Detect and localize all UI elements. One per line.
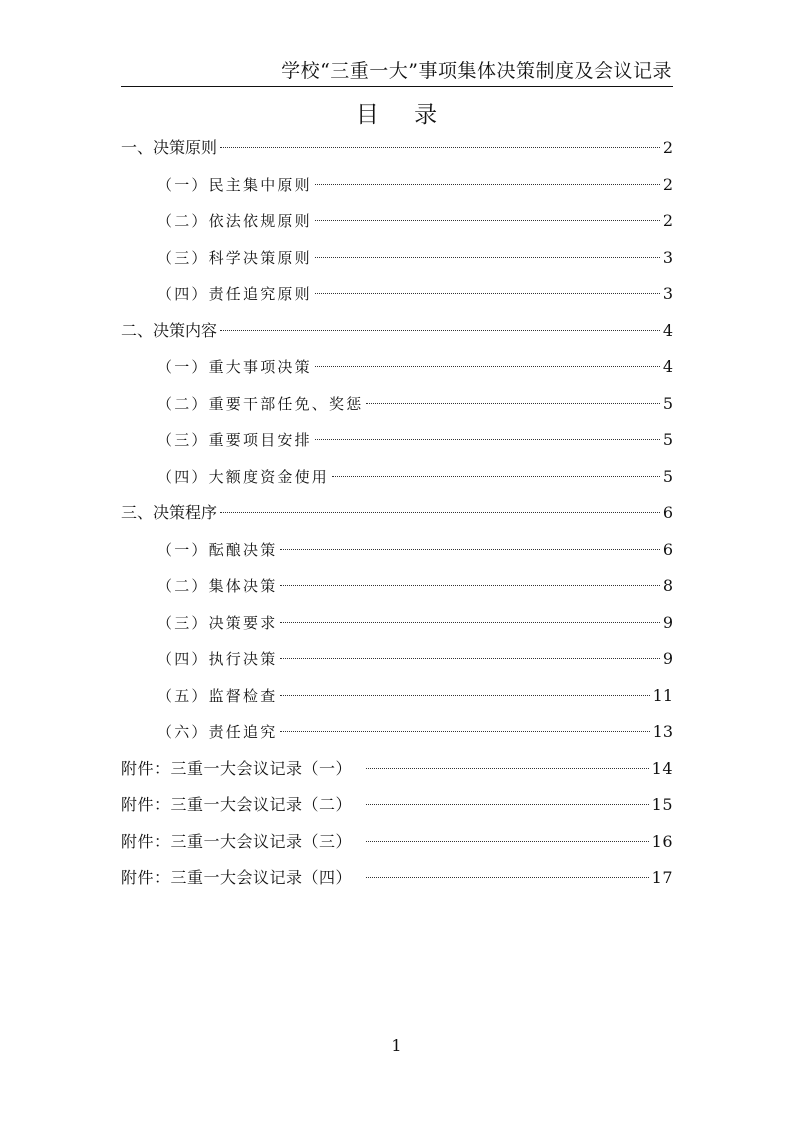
- toc-entry-page: 8: [662, 576, 673, 595]
- dot-leader: [366, 804, 649, 805]
- toc-entry-label: （一）重大事项决策: [157, 358, 312, 376]
- document-header-title: 学校“三重一大”事项集体决策制度及会议记录: [281, 60, 672, 82]
- toc-entry[interactable]: [121, 130, 673, 167]
- dot-leader: [366, 403, 659, 404]
- toc-entry-page: 4: [662, 320, 673, 340]
- toc-entry[interactable]: [121, 495, 673, 532]
- toc-entry[interactable]: [121, 276, 673, 313]
- toc-entry-label: （三）重要项目安排: [157, 431, 312, 449]
- dot-leader: [220, 512, 660, 513]
- toc-entry-label: （三）决策要求: [157, 613, 278, 632]
- dot-leader: [366, 841, 649, 842]
- dot-leader: [315, 293, 660, 294]
- dot-leader: [315, 220, 660, 221]
- toc-entry[interactable]: [121, 860, 673, 897]
- toc-entry[interactable]: [121, 422, 673, 459]
- toc-entry-page: 3: [662, 247, 673, 267]
- toc-entry-label: 二、决策内容: [121, 320, 218, 340]
- dot-leader: [280, 585, 659, 586]
- toc-entry-page: 3: [662, 284, 673, 303]
- toc-entry[interactable]: [121, 349, 673, 386]
- toc-entry-page: 15: [651, 795, 673, 814]
- toc-entry[interactable]: [121, 313, 673, 350]
- dot-leader: [280, 658, 659, 659]
- toc-entry[interactable]: [121, 203, 673, 240]
- toc-entry[interactable]: [121, 532, 673, 569]
- dot-leader: [315, 439, 660, 440]
- toc-entry-page: 17: [651, 868, 673, 887]
- toc-entry[interactable]: [121, 386, 673, 423]
- toc-entry-label: （四）大额度资金使用: [157, 467, 330, 486]
- toc-entry-label: 附件：三重一大会议记录（一）: [121, 758, 353, 778]
- toc-entry-page: 5: [662, 393, 673, 413]
- toc-entry-label: （二）依法依规原则: [157, 212, 312, 230]
- toc-entry-label: （一）民主集中原则: [157, 175, 312, 194]
- toc-entry-page: 6: [662, 539, 673, 559]
- toc-entry[interactable]: [121, 678, 673, 715]
- table-of-contents: [121, 130, 673, 897]
- dot-leader: [220, 147, 660, 148]
- toc-entry-label: （二）集体决策: [157, 577, 278, 595]
- toc-entry-label: 附件：三重一大会议记录（二）: [121, 795, 353, 814]
- toc-title: 目 录: [355, 102, 452, 128]
- toc-entry-page: 9: [662, 612, 673, 632]
- toc-entry-page: 13: [652, 722, 673, 741]
- toc-entry-page: 5: [662, 430, 673, 449]
- toc-entry[interactable]: [121, 459, 673, 496]
- toc-entry[interactable]: [121, 240, 673, 277]
- toc-entry-page: 6: [662, 503, 673, 522]
- dot-leader: [315, 366, 660, 367]
- toc-entry[interactable]: [121, 568, 673, 605]
- toc-entry-page: 9: [662, 649, 673, 668]
- toc-entry[interactable]: [121, 605, 673, 642]
- page-number: 1: [391, 1036, 402, 1055]
- toc-entry-label: （五）监督检查: [157, 686, 278, 705]
- toc-entry-page: 2: [662, 211, 673, 230]
- header-divider: [121, 86, 673, 87]
- toc-entry-page: 4: [662, 357, 673, 376]
- toc-entry[interactable]: [121, 714, 673, 751]
- toc-entry-page: 16: [651, 831, 673, 851]
- toc-entry-label: （二）重要干部任免、奖惩: [157, 394, 364, 413]
- dot-leader: [315, 184, 660, 185]
- toc-entry[interactable]: [121, 641, 673, 678]
- dot-leader: [280, 731, 649, 732]
- dot-leader: [366, 768, 649, 769]
- toc-entry[interactable]: [121, 751, 673, 788]
- toc-entry-label: 附件：三重一大会议记录（四）: [121, 868, 353, 887]
- dot-leader: [280, 622, 659, 623]
- toc-entry[interactable]: [121, 787, 673, 824]
- toc-entry-label: （四）执行决策: [157, 650, 278, 668]
- toc-entry[interactable]: [121, 824, 673, 861]
- toc-entry-label: 附件：三重一大会议记录（三）: [121, 831, 353, 851]
- dot-leader: [280, 549, 659, 550]
- dot-leader: [332, 476, 660, 477]
- dot-leader: [280, 695, 649, 696]
- toc-entry-label: （六）责任追究: [157, 723, 278, 741]
- toc-entry-label: （一）酝酿决策: [157, 540, 278, 559]
- dot-leader: [220, 330, 660, 331]
- dot-leader: [366, 877, 649, 878]
- toc-entry-page: 2: [662, 138, 673, 157]
- toc-entry-page: 2: [662, 174, 673, 194]
- toc-entry-label: （三）科学决策原则: [157, 248, 312, 267]
- toc-entry[interactable]: [121, 167, 673, 204]
- toc-entry-label: 一、决策原则: [121, 138, 218, 157]
- dot-leader: [315, 257, 660, 258]
- toc-entry-page: 5: [662, 466, 673, 486]
- toc-entry-label: 三、决策程序: [121, 503, 218, 522]
- toc-entry-label: （四）责任追究原则: [157, 285, 312, 303]
- toc-entry-page: 11: [652, 685, 673, 705]
- toc-entry-page: 14: [651, 758, 673, 778]
